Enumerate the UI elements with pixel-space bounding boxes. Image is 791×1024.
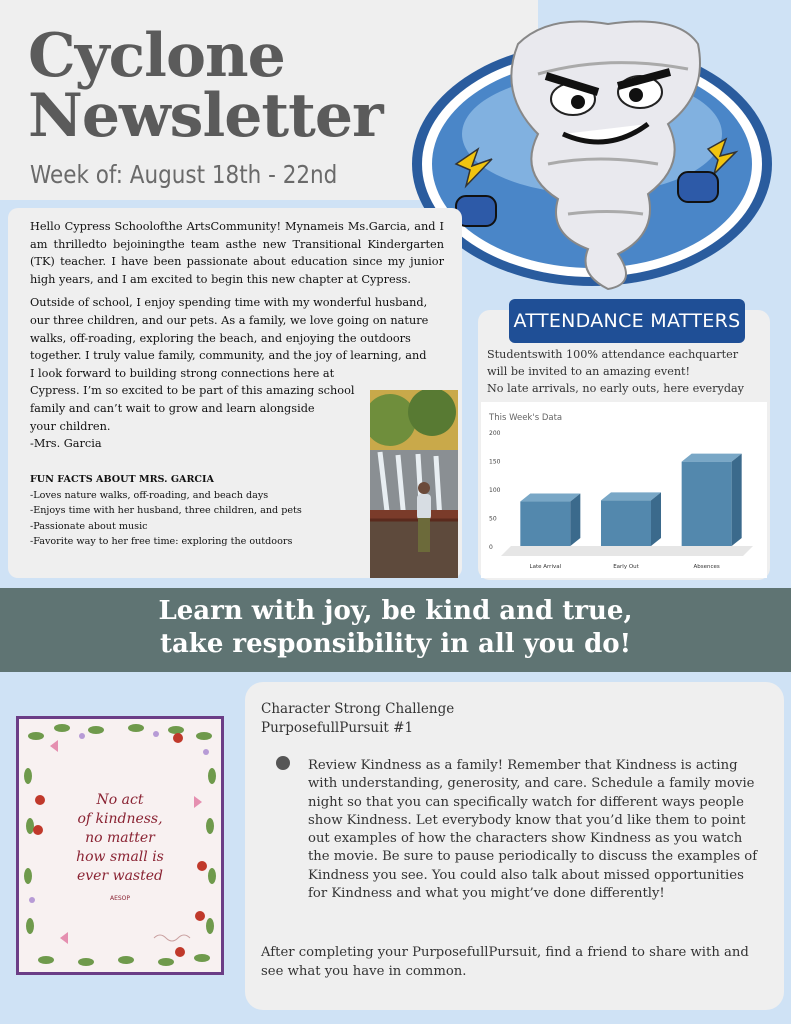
bar — [520, 502, 570, 546]
y-tick-label: 50 — [489, 515, 497, 523]
chart-title: This Week's Data — [489, 413, 563, 423]
challenge-text: Review Kindness as a family! Remember that Kindness is acting with understanding, generosity, and care. Schedule a family movie night so that you can specifically watch for different ways people show Kindness. Let everybody know that you’d like them to point out examples of how the characters show Kindness as you watch the movie. Be sure to pause periodically to discuss the examples of Kindness you see. You could also talk about missed opportunities for Kindness and what you might’ve done differently! — [308, 758, 758, 902]
x-tick-label: Late Arrival — [529, 564, 562, 570]
letter-line: your children. — [30, 419, 111, 433]
quote-line: No act — [96, 792, 144, 808]
x-tick-label: Early Out — [613, 564, 639, 570]
attendance-badge: ATTENDANCE MATTERS — [509, 299, 745, 343]
y-tick-label: 200 — [489, 430, 501, 437]
cyclone-mascot-image — [408, 14, 776, 294]
attendance-line: will be invited to an amazing event! — [487, 365, 691, 378]
letter-line: Cypress. I’m so excited to be part of this amazing school — [30, 384, 355, 398]
teacher-photo — [370, 390, 458, 578]
fun-fact-item: -Passionate about music — [30, 520, 148, 532]
motto-line-2: take responsibility in all you do! — [159, 629, 632, 659]
fun-facts-title: FUN FACTS ABOUT MRS. GARCIA — [30, 474, 214, 485]
quote-line: of kindness, — [77, 811, 163, 827]
attendance-chart — [481, 402, 767, 578]
y-tick-label: 150 — [489, 458, 501, 466]
y-tick-label: 100 — [489, 487, 501, 494]
title-line-2: Newsletter — [28, 81, 383, 151]
cs-title-line-2: PurposefullPursuit #1 — [261, 720, 414, 736]
fun-facts — [30, 472, 360, 550]
attendance-line: No late arrivals, no early outs, here everyday — [487, 382, 744, 395]
fun-fact-item: -Favorite way to her free time: exploring the outdoors — [30, 536, 293, 547]
attendance-line: Studentswith 100% attendance eachquarter — [487, 348, 739, 361]
bar-side — [732, 454, 742, 546]
week-label: Week of: August 18th - 22nd — [30, 160, 338, 189]
bar-top — [520, 494, 580, 502]
letter-line: our three children, and our pets. As a family, we love going on nature — [30, 313, 429, 327]
bar-top — [601, 492, 661, 500]
letter-line: together. I truly value family, community, and the joy of learning, and — [30, 349, 427, 363]
quote-line: how small is — [76, 849, 164, 865]
y-tick-label: 0 — [489, 544, 493, 551]
bullet-icon — [276, 756, 290, 770]
cs-title-line-1: Character Strong Challenge — [261, 701, 455, 717]
quote-author: AESOP — [109, 895, 131, 902]
bar-side — [570, 494, 580, 546]
fun-fact-item: -Enjoys time with her husband, three children, and pets — [30, 505, 302, 516]
fun-fact-item: -Loves nature walks, off-roading, and beach days — [30, 489, 269, 501]
newsletter-title — [28, 21, 383, 151]
bar — [601, 500, 651, 546]
letter-signature: -Mrs. Garcia — [30, 437, 102, 451]
motto-banner — [0, 588, 791, 672]
bar — [682, 462, 732, 546]
x-tick-label: Absences — [693, 564, 720, 570]
chart-floor — [501, 546, 753, 556]
letter-line: Outside of school, I enjoy spending time with my wonderful husband, — [30, 296, 428, 310]
title-line-1: Cyclone — [28, 21, 285, 91]
bar-side — [651, 492, 661, 546]
bar-top — [682, 454, 742, 462]
challenge-followup: After completing your PurposefullPursuit, find a friend to share with and see what you have in common. — [261, 945, 749, 979]
letter-line: family and can’t wait to grow and learn alongside — [30, 401, 315, 415]
letter-line: I look forward to building strong connections here at — [30, 366, 335, 380]
quote-line: no matter — [85, 830, 155, 846]
kindness-quote-card — [16, 716, 224, 975]
character-strong-title — [261, 700, 454, 738]
motto-line-1: Learn with joy, be kind and true, — [158, 596, 633, 626]
letter-line: walks, off-roading, exploring the beach, and enjoying the outdoors — [30, 331, 411, 345]
attendance-text — [487, 346, 769, 397]
letter-paragraph-1: Hello Cypress Schoolofthe ArtsCommunity! Mynameis Ms.Garcia, and I am thrilledto bejoiningthe team asthe new Transitional Kindergarten (TK) teacher. I have been passionate about education since my junior high years, and I am excited to begin this new chapter at Cypress. — [30, 220, 444, 286]
quote-line: ever wasted — [76, 868, 164, 884]
